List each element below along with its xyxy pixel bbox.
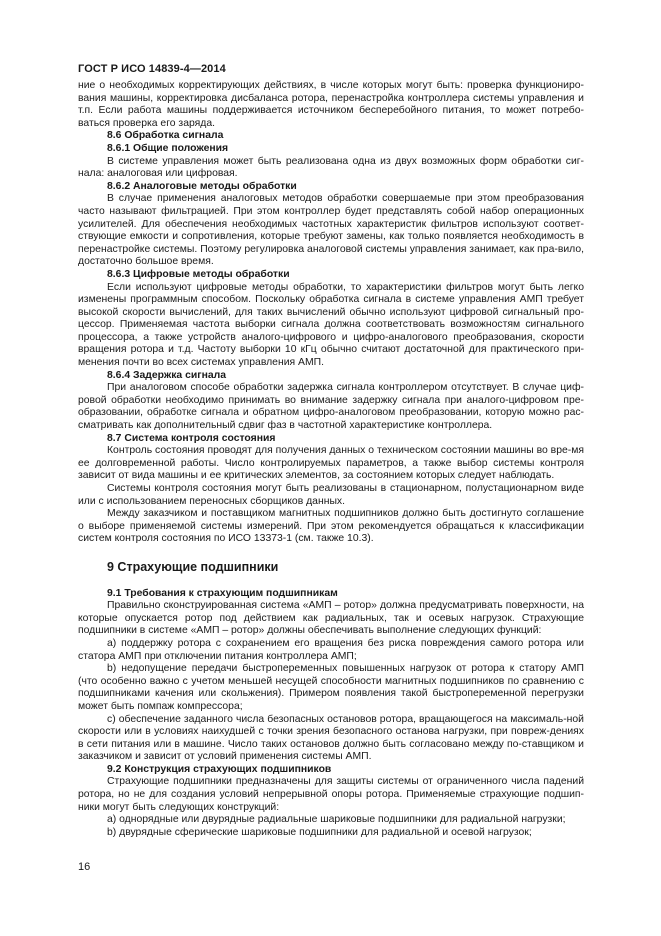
document-body	[78, 80, 584, 839]
paragraph: В системе управления может быть реализована одна из двух возможных форм обработки сиг-нала: аналоговая или цифровая.	[78, 155, 584, 180]
paragraph: В случае применения аналоговых методов обработки совершаемые при этом преобразования часто называют фильтрацией. При этом контроллер будет представлять собой набор операционных усилителей. Для обеспечения необходимых частотных характеристик фильтров используют соответ-ствующие емкости и сопротивления, которые требуют замены, как только появляется необходимость в перенастройке системы. Поэтому регулировка аналоговой системы управления занимает, как пра-вило, достаточно большое время.	[78, 193, 584, 268]
section-heading: 8.6 Обработка сигнала	[107, 130, 224, 142]
paragraph: Правильно сконструированная система «АМП – ротор» должна предусматривать поверхности, на которые опускается ротор под действием как радиальных, так и осевых нагрузок. Страхующие подшипники в системе «АМП – ротор» должны обеспечивать выполнение следующих функций:	[78, 600, 584, 637]
paragraph: Если используют цифровые методы обработки, то характеристики фильтров могут быть легко изменены программным способом. Поскольку обработка сигнала в системе управления АМП требует высокой скорости вычислений, для таких вычислений обычно используют цифровой сигнальный про-цессор. Применяемая частота выборки сигнала должна соответствовать возможностям сигнального процессора, а также устройств аналого-цифрового и цифро-аналогового преобразования, скорости вращения ротора и т.д. Частоту выборки 10 кГц обычно считают достаточной для практического при-менения почти во всех системах управления АМП.	[78, 281, 584, 369]
subsection-heading: 8.6.4 Задержка сигнала	[107, 369, 227, 381]
section-heading: 9.1 Требования к страхующим подшипникам	[107, 587, 338, 599]
paragraph: ние о необходимых корректирующих действиях, в числе которых могут быть: проверка функциониро-вания машины, корректировка дисбаланса ротора, перенастройка контроллера системы управления и т.п. Если работа машины поддерживается источником бесперебойного питания, то может потребо-ваться проверка его заряда.	[78, 80, 584, 129]
paragraph: При аналоговом способе обработки задержка сигнала контроллером отсутствует. В случае циф-ровой обработки необходимо принимать во внимание задержку сигнала при аналого-цифровом пре-образовании, обработке сигнала и обратном цифро-аналоговом преобразовании, которую можно рас-сматривать как дополнительный сдвиг фаз в частотной характеристике контроллера.	[78, 382, 584, 432]
list-item: b) недопущение передачи быстропеременных повышенных нагрузок от ротора к статору АМП (что особенно важно с учетом меньшей несущей способности магнитных подшипников по сравнению с подшипниками качения или скольжения). Примером появления такой быстропеременной перегрузки может быть помпаж компрессора;	[78, 663, 584, 712]
list-item: a) поддержку ротора с сохранением его вращения без риска повреждения самого ротора или статора АМП при отключении питания контроллера АМП;	[78, 637, 584, 662]
paragraph: Системы контроля состояния могут быть реализованы в стационарном, полустационарном виде или с использованием переносных сборщиков данных.	[78, 483, 584, 507]
paragraph: Между заказчиком и поставщиком магнитных подшипников должно быть достигнуто соглашение о выборе применяемой системы измерений. При этом рекомендуется обращаться к классификации систем контроля состояния по ИСО 13373-1 (см. также 10.3).	[78, 508, 584, 545]
subsection-heading: 8.6.1 Общие положения	[107, 142, 229, 154]
page-number: 16	[78, 861, 91, 873]
paragraph: Контроль состояния проводят для получения данных о техническом состоянии машины во вре-мя ее долговременной работы. Число контролируемых параметров, а также выбор системы контроля зависит от вида машины и ее критических элементов, за состоянием которых следует наблюдать.	[78, 445, 584, 482]
section-heading: 9.2 Конструкция страхующих подшипников	[107, 763, 332, 775]
subsection-heading: 8.6.3 Цифровые методы обработки	[107, 268, 290, 280]
chapter-heading: 9 Страхующие подшипники	[107, 559, 279, 574]
list-item: b) двурядные сферические шариковые подшипники для радиальной и осевой нагрузок;	[107, 826, 532, 838]
subsection-heading: 8.6.2 Аналоговые методы обработки	[107, 180, 297, 192]
paragraph: Страхующие подшипники предназначены для защиты системы от ограниченного числа падений ротора, но не для создания условий непрерывной опоры ротора. Применяемые страхующие подшип-ники могут быть следующих конструкций:	[78, 776, 584, 813]
list-item: a) однорядные или двурядные радиальные шариковые подшипники для радиальной нагрузки;	[107, 814, 566, 826]
list-item: c) обеспечение заданного числа безопасных остановов ротора, вращающегося на максималь-ной скорости или в условиях наихудшей с точки зрения безопасного останова нагрузки, при повреж-дениях в сети питания или в машине. Число таких остановов должно быть согласовано между по-ставщиком и заказчиком и зависит от условий применения системы АМП.	[78, 713, 584, 763]
section-heading: 8.7 Система контроля состояния	[107, 432, 276, 444]
document-header: ГОСТ Р ИСО 14839-4—2014	[78, 63, 226, 75]
